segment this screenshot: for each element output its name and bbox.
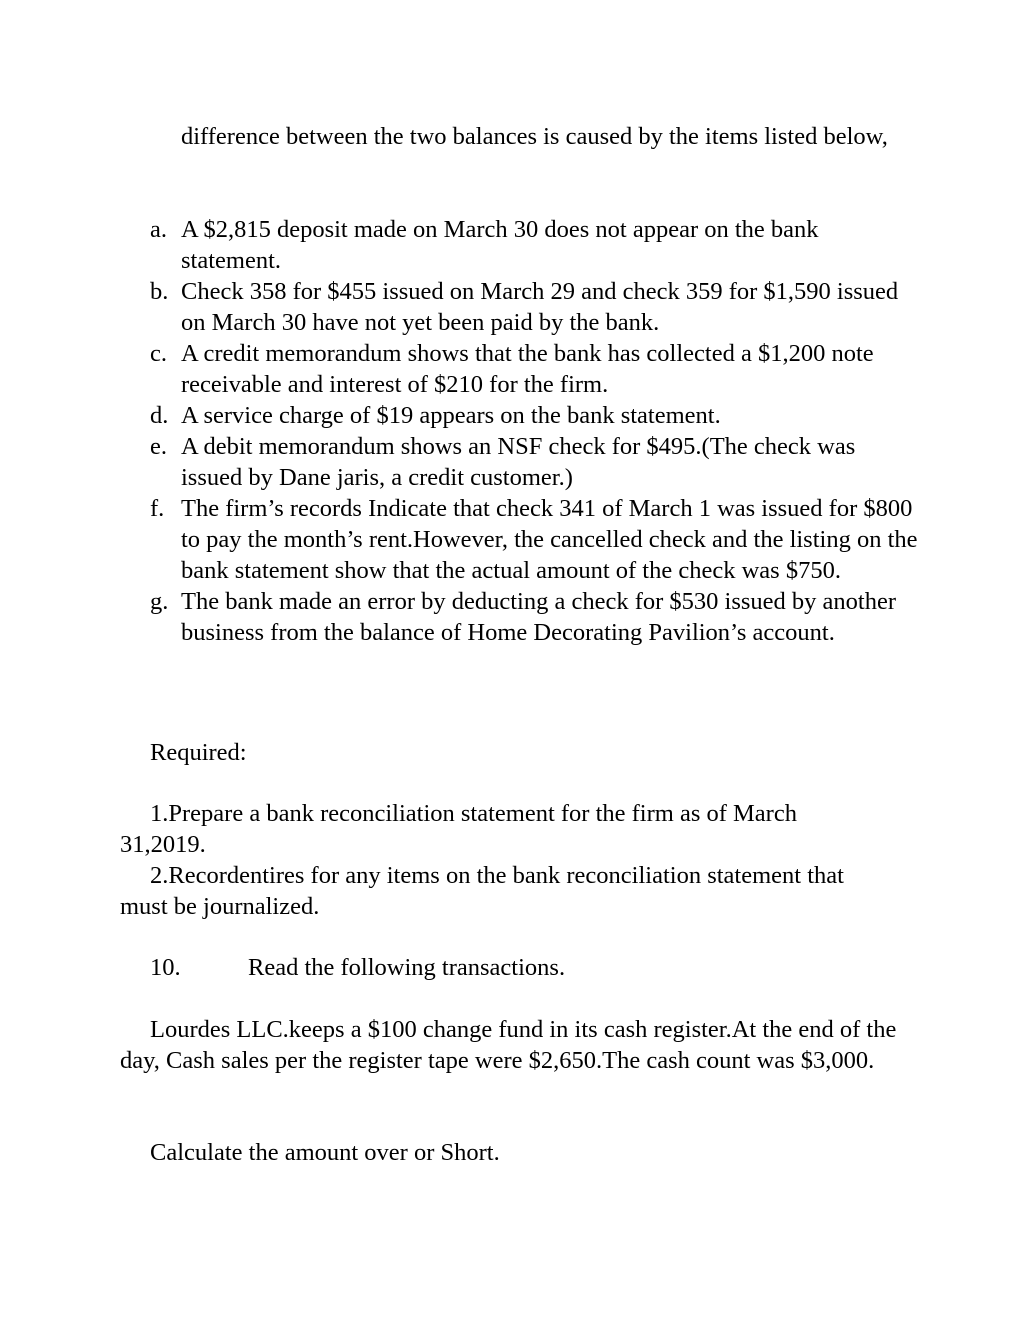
scenario-paragraph: Lourdes LLC.keeps a $100 change fund in its cash register.At the end of the day, Cash sales per the register tape were $2,650.The cash count was $3,000.: [120, 1016, 897, 1074]
list-item-text: A credit memorandum shows that the bank has collected a $1,200 note receivable and interest of $210 for the firm.: [181, 340, 874, 398]
requirement-1: 1.Prepare a bank reconciliation statement for the firm as of March 31,2019.: [120, 800, 797, 858]
list-item-text: A service charge of $19 appears on the bank statement.: [181, 402, 721, 429]
list-marker: e.: [150, 433, 167, 460]
list-item: [150, 338, 920, 400]
list-item: [150, 493, 920, 586]
list-item: [150, 276, 920, 338]
list-item: [150, 586, 920, 648]
reconciling-items-list: [150, 214, 920, 648]
list-item-text: The firm’s records Indicate that check 341 of March 1 was issued for $800 to pay the month’s rent.However, the cancelled check and the listing on the bank statement show that the actual amount of the check was $750.: [181, 495, 918, 584]
list-marker: f.: [150, 495, 165, 522]
list-item: [150, 400, 920, 431]
list-item-text: A debit memorandum shows an NSF check for $495.(The check was issued by Dane jaris, a credit customer.): [181, 433, 856, 491]
list-item: [150, 431, 920, 493]
list-marker: d.: [150, 402, 169, 429]
intro-paragraph: difference between the two balances is caused by the items listed below,: [181, 123, 888, 150]
list-marker: g.: [150, 588, 169, 615]
requirement-2: 2.Recordentires for any items on the bank reconciliation statement that must be journalized.: [120, 862, 844, 920]
list-marker: b.: [150, 278, 169, 305]
list-item-text: Check 358 for $455 issued on March 29 and check 359 for $1,590 issued on March 30 have not yet been paid by the bank.: [181, 278, 899, 336]
list-marker: a.: [150, 216, 167, 243]
question-number: 10.: [150, 954, 181, 981]
question-text: Read the following transactions.: [248, 954, 566, 981]
list-marker: c.: [150, 340, 167, 367]
list-item: [150, 214, 920, 276]
list-item-text: A $2,815 deposit made on March 30 does not appear on the bank statement.: [181, 216, 819, 274]
task-instruction: Calculate the amount over or Short.: [150, 1139, 500, 1166]
list-item-text: The bank made an error by deducting a check for $530 issued by another business from the balance of Home Decorating Pavilion’s account.: [181, 588, 897, 646]
required-heading: Required:: [150, 739, 247, 766]
